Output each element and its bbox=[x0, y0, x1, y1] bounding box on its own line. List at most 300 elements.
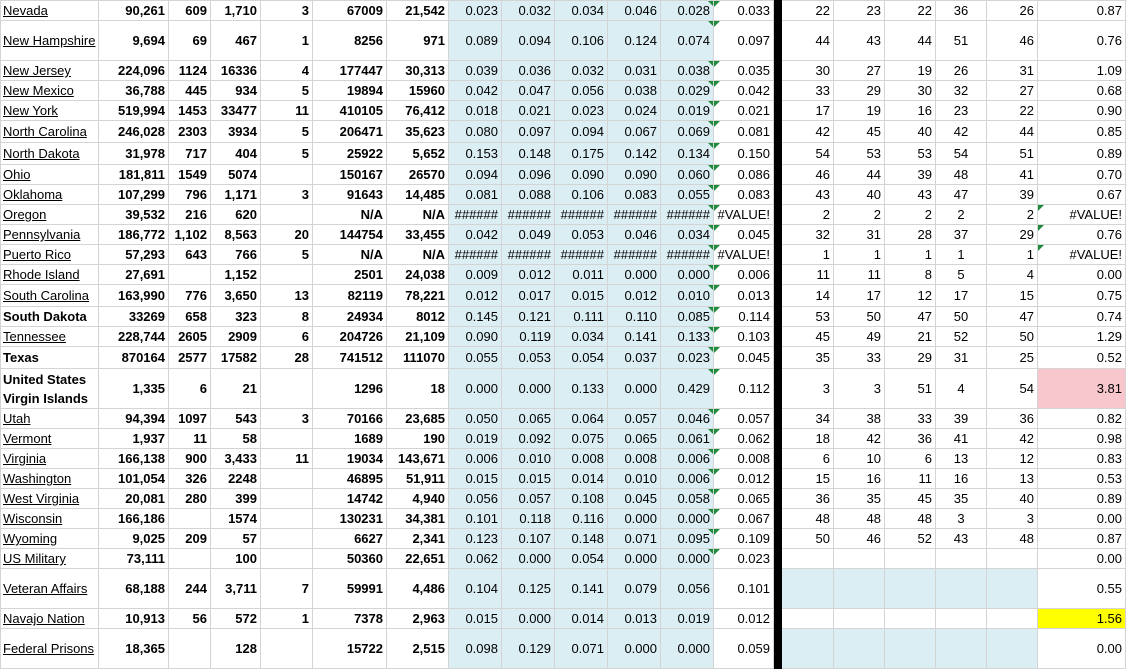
grid-cell[interactable]: 20,081 bbox=[99, 489, 169, 509]
grid-cell[interactable]: 0.000 bbox=[502, 609, 555, 629]
grid-cell[interactable]: 0.110 bbox=[608, 307, 661, 327]
grid-cell[interactable]: 68,188 bbox=[99, 569, 169, 609]
grid-cell[interactable]: 2248 bbox=[211, 469, 261, 489]
grid-cell[interactable]: 5 bbox=[261, 143, 313, 165]
grid-cell[interactable]: 3 bbox=[261, 185, 313, 205]
row-label-cell[interactable] bbox=[1, 609, 99, 629]
grid-cell[interactable]: 0.87 bbox=[1038, 1, 1126, 21]
grid-cell[interactable]: 0.029 bbox=[661, 81, 714, 101]
grid-cell[interactable]: #VALUE! bbox=[1038, 205, 1126, 225]
grid-cell[interactable]: 24,038 bbox=[387, 265, 449, 285]
grid-cell[interactable]: 1097 bbox=[169, 409, 211, 429]
grid-cell[interactable]: 0.034 bbox=[555, 327, 608, 347]
grid-cell[interactable]: 1 bbox=[261, 609, 313, 629]
grid-cell[interactable]: 216 bbox=[169, 205, 211, 225]
grid-cell[interactable]: 0.107 bbox=[502, 529, 555, 549]
grid-cell[interactable]: 186,772 bbox=[99, 225, 169, 245]
grid-cell[interactable]: 54 bbox=[782, 143, 834, 165]
grid-cell[interactable]: 0.76 bbox=[1038, 21, 1126, 61]
grid-cell[interactable]: 21 bbox=[211, 369, 261, 409]
grid-cell[interactable]: 23,685 bbox=[387, 409, 449, 429]
grid-cell[interactable]: 33477 bbox=[211, 101, 261, 121]
grid-cell[interactable]: 44 bbox=[987, 121, 1038, 143]
grid-cell[interactable]: 54 bbox=[936, 143, 987, 165]
grid-cell[interactable]: 39,532 bbox=[99, 205, 169, 225]
grid-cell[interactable]: 39 bbox=[987, 185, 1038, 205]
grid-cell[interactable]: 0.079 bbox=[608, 569, 661, 609]
grid-cell[interactable]: ###### bbox=[661, 205, 714, 225]
grid-cell[interactable]: 8256 bbox=[313, 21, 387, 61]
grid-cell[interactable]: 6 bbox=[261, 327, 313, 347]
grid-cell[interactable]: 0.53 bbox=[1038, 469, 1126, 489]
grid-cell[interactable]: 73,111 bbox=[99, 549, 169, 569]
grid-cell[interactable]: 1574 bbox=[211, 509, 261, 529]
grid-cell[interactable]: 28 bbox=[885, 225, 936, 245]
grid-cell[interactable] bbox=[936, 629, 987, 669]
grid-cell[interactable]: 0.74 bbox=[1038, 307, 1126, 327]
grid-cell[interactable]: 0.106 bbox=[555, 185, 608, 205]
grid-cell[interactable]: 0.111 bbox=[555, 307, 608, 327]
grid-cell[interactable]: 15 bbox=[987, 285, 1038, 307]
grid-cell[interactable]: 21,109 bbox=[387, 327, 449, 347]
grid-cell[interactable]: 20 bbox=[261, 225, 313, 245]
grid-cell[interactable]: 52 bbox=[885, 529, 936, 549]
grid-cell[interactable]: 280 bbox=[169, 489, 211, 509]
grid-cell[interactable]: 0.006 bbox=[449, 449, 502, 469]
grid-cell[interactable]: 0.053 bbox=[502, 347, 555, 369]
grid-cell[interactable]: 5074 bbox=[211, 165, 261, 185]
grid-cell[interactable]: 181,811 bbox=[99, 165, 169, 185]
grid-cell[interactable]: 0.015 bbox=[449, 469, 502, 489]
grid-cell[interactable]: 41 bbox=[987, 165, 1038, 185]
grid-cell[interactable]: 22 bbox=[885, 1, 936, 21]
grid-cell[interactable]: 0.75 bbox=[1038, 285, 1126, 307]
row-label-cell[interactable] bbox=[1, 61, 99, 81]
grid-cell[interactable]: 31 bbox=[987, 61, 1038, 81]
grid-cell[interactable]: 4 bbox=[936, 369, 987, 409]
grid-cell[interactable]: 21 bbox=[885, 327, 936, 347]
grid-cell[interactable]: 0.024 bbox=[608, 101, 661, 121]
grid-cell[interactable]: 5 bbox=[261, 81, 313, 101]
grid-cell[interactable]: 0.057 bbox=[502, 489, 555, 509]
grid-cell[interactable]: 130231 bbox=[313, 509, 387, 529]
grid-cell[interactable]: 25922 bbox=[313, 143, 387, 165]
grid-cell[interactable]: 8012 bbox=[387, 307, 449, 327]
grid-cell[interactable]: 0.081 bbox=[714, 121, 774, 143]
grid-cell[interactable]: 16 bbox=[936, 469, 987, 489]
grid-cell[interactable] bbox=[261, 265, 313, 285]
grid-cell[interactable]: 0.045 bbox=[714, 347, 774, 369]
grid-cell[interactable]: 0.012 bbox=[714, 609, 774, 629]
grid-cell[interactable]: 766 bbox=[211, 245, 261, 265]
grid-cell[interactable]: 0.000 bbox=[608, 629, 661, 669]
grid-cell[interactable]: 0.037 bbox=[608, 347, 661, 369]
grid-cell[interactable]: 467 bbox=[211, 21, 261, 61]
grid-cell[interactable]: 0.061 bbox=[661, 429, 714, 449]
grid-cell[interactable]: 47 bbox=[885, 307, 936, 327]
grid-cell[interactable]: 2501 bbox=[313, 265, 387, 285]
grid-cell[interactable] bbox=[782, 609, 834, 629]
grid-cell[interactable]: 1 bbox=[782, 245, 834, 265]
grid-cell[interactable]: 0.000 bbox=[449, 369, 502, 409]
grid-cell[interactable]: 1,171 bbox=[211, 185, 261, 205]
grid-cell[interactable]: 33,455 bbox=[387, 225, 449, 245]
grid-cell[interactable]: 0.058 bbox=[661, 489, 714, 509]
grid-cell[interactable]: N/A bbox=[313, 205, 387, 225]
grid-cell[interactable]: 19034 bbox=[313, 449, 387, 469]
grid-cell[interactable]: 36 bbox=[936, 1, 987, 21]
grid-cell[interactable]: 0.109 bbox=[714, 529, 774, 549]
grid-cell[interactable]: 30 bbox=[782, 61, 834, 81]
grid-cell[interactable]: 33 bbox=[885, 409, 936, 429]
grid-cell[interactable]: 0.088 bbox=[502, 185, 555, 205]
grid-cell[interactable]: 0.050 bbox=[449, 409, 502, 429]
grid-cell[interactable] bbox=[885, 569, 936, 609]
grid-cell[interactable]: 45 bbox=[885, 489, 936, 509]
grid-cell[interactable]: 33 bbox=[834, 347, 885, 369]
grid-cell[interactable]: 0.70 bbox=[1038, 165, 1126, 185]
grid-cell[interactable]: 0.006 bbox=[661, 449, 714, 469]
grid-cell[interactable]: 32 bbox=[936, 81, 987, 101]
grid-cell[interactable]: 543 bbox=[211, 409, 261, 429]
row-label-cell[interactable] bbox=[1, 21, 99, 61]
grid-cell[interactable]: 0.021 bbox=[502, 101, 555, 121]
grid-cell[interactable]: #VALUE! bbox=[714, 205, 774, 225]
grid-cell[interactable]: 0.023 bbox=[714, 549, 774, 569]
grid-cell[interactable]: 0.000 bbox=[502, 369, 555, 409]
grid-cell[interactable]: 0.062 bbox=[714, 429, 774, 449]
grid-cell[interactable]: 0.123 bbox=[449, 529, 502, 549]
grid-cell[interactable] bbox=[261, 489, 313, 509]
grid-cell[interactable]: 0.008 bbox=[555, 449, 608, 469]
row-label-cell[interactable] bbox=[1, 81, 99, 101]
grid-cell[interactable]: 0.012 bbox=[449, 285, 502, 307]
grid-cell[interactable]: 2,963 bbox=[387, 609, 449, 629]
grid-cell[interactable]: 3,711 bbox=[211, 569, 261, 609]
grid-cell[interactable]: 0.064 bbox=[555, 409, 608, 429]
grid-cell[interactable]: 244 bbox=[169, 569, 211, 609]
grid-cell[interactable]: 0.153 bbox=[449, 143, 502, 165]
grid-cell[interactable]: 0.059 bbox=[714, 629, 774, 669]
grid-cell[interactable] bbox=[261, 549, 313, 569]
grid-cell[interactable]: 23 bbox=[834, 1, 885, 21]
grid-cell[interactable]: 445 bbox=[169, 81, 211, 101]
grid-cell[interactable]: 609 bbox=[169, 1, 211, 21]
grid-cell[interactable]: 0.012 bbox=[714, 469, 774, 489]
row-label-cell[interactable] bbox=[1, 489, 99, 509]
grid-cell[interactable]: 0.134 bbox=[661, 143, 714, 165]
grid-cell[interactable]: 0.090 bbox=[608, 165, 661, 185]
grid-cell[interactable]: 0.019 bbox=[661, 609, 714, 629]
row-label-cell[interactable] bbox=[1, 469, 99, 489]
grid-cell[interactable]: 15722 bbox=[313, 629, 387, 669]
grid-cell[interactable]: 0.014 bbox=[555, 469, 608, 489]
grid-cell[interactable]: 6 bbox=[782, 449, 834, 469]
grid-cell[interactable]: 35,623 bbox=[387, 121, 449, 143]
grid-cell[interactable]: 1,710 bbox=[211, 1, 261, 21]
grid-cell[interactable]: 0.133 bbox=[661, 327, 714, 347]
row-label-cell[interactable] bbox=[1, 369, 99, 409]
grid-cell[interactable]: 5 bbox=[261, 121, 313, 143]
grid-cell[interactable]: 0.069 bbox=[661, 121, 714, 143]
grid-cell[interactable]: 0.023 bbox=[555, 101, 608, 121]
grid-cell[interactable]: 42 bbox=[936, 121, 987, 143]
grid-cell[interactable]: 0.036 bbox=[502, 61, 555, 81]
grid-cell[interactable]: 0.083 bbox=[714, 185, 774, 205]
grid-cell[interactable]: 0.018 bbox=[449, 101, 502, 121]
grid-cell[interactable]: 0.103 bbox=[714, 327, 774, 347]
grid-cell[interactable]: 48 bbox=[834, 509, 885, 529]
grid-cell[interactable] bbox=[834, 629, 885, 669]
grid-cell[interactable] bbox=[834, 549, 885, 569]
grid-cell[interactable]: 3,650 bbox=[211, 285, 261, 307]
grid-cell[interactable]: 53 bbox=[834, 143, 885, 165]
grid-cell[interactable]: 50 bbox=[936, 307, 987, 327]
grid-cell[interactable]: 22,651 bbox=[387, 549, 449, 569]
grid-cell[interactable]: 26570 bbox=[387, 165, 449, 185]
grid-cell[interactable]: 0.012 bbox=[502, 265, 555, 285]
grid-cell[interactable]: 39 bbox=[936, 409, 987, 429]
grid-cell[interactable]: 13 bbox=[987, 469, 1038, 489]
grid-cell[interactable]: 0.096 bbox=[502, 165, 555, 185]
grid-cell[interactable]: 144754 bbox=[313, 225, 387, 245]
grid-cell[interactable]: ###### bbox=[502, 205, 555, 225]
grid-cell[interactable]: 50 bbox=[782, 529, 834, 549]
grid-cell[interactable]: 2 bbox=[782, 205, 834, 225]
grid-cell[interactable] bbox=[834, 569, 885, 609]
grid-cell[interactable]: 0.045 bbox=[714, 225, 774, 245]
grid-cell[interactable]: 0.00 bbox=[1038, 509, 1126, 529]
grid-cell[interactable]: 3 bbox=[936, 509, 987, 529]
grid-cell[interactable]: 0.010 bbox=[502, 449, 555, 469]
grid-cell[interactable]: 326 bbox=[169, 469, 211, 489]
grid-cell[interactable]: 0.042 bbox=[714, 81, 774, 101]
grid-cell[interactable]: 59991 bbox=[313, 569, 387, 609]
grid-cell[interactable]: 0.67 bbox=[1038, 185, 1126, 205]
grid-cell[interactable]: 0.124 bbox=[608, 21, 661, 61]
grid-cell[interactable]: 0.148 bbox=[502, 143, 555, 165]
grid-cell[interactable]: 0.013 bbox=[714, 285, 774, 307]
grid-cell[interactable]: 11 bbox=[261, 449, 313, 469]
grid-cell[interactable]: 1 bbox=[261, 21, 313, 61]
grid-cell[interactable]: 3 bbox=[987, 509, 1038, 529]
grid-cell[interactable]: 34 bbox=[782, 409, 834, 429]
grid-cell[interactable]: 18 bbox=[387, 369, 449, 409]
grid-cell[interactable]: 3,433 bbox=[211, 449, 261, 469]
grid-cell[interactable]: 0.039 bbox=[449, 61, 502, 81]
grid-cell[interactable]: 41 bbox=[936, 429, 987, 449]
grid-cell[interactable]: 0.000 bbox=[608, 369, 661, 409]
grid-cell[interactable] bbox=[936, 549, 987, 569]
grid-cell[interactable]: 0.90 bbox=[1038, 101, 1126, 121]
grid-cell[interactable]: N/A bbox=[387, 245, 449, 265]
grid-cell[interactable]: 0.009 bbox=[449, 265, 502, 285]
grid-cell[interactable]: 48 bbox=[936, 165, 987, 185]
grid-cell[interactable]: 0.008 bbox=[714, 449, 774, 469]
grid-cell[interactable]: 0.106 bbox=[555, 21, 608, 61]
grid-cell[interactable]: 2 bbox=[987, 205, 1038, 225]
grid-cell[interactable]: 1549 bbox=[169, 165, 211, 185]
grid-cell[interactable]: 228,744 bbox=[99, 327, 169, 347]
grid-cell[interactable]: 43 bbox=[936, 529, 987, 549]
grid-cell[interactable]: 16 bbox=[885, 101, 936, 121]
grid-cell[interactable]: 0.089 bbox=[449, 21, 502, 61]
grid-cell[interactable]: #VALUE! bbox=[1038, 245, 1126, 265]
grid-cell[interactable]: 0.000 bbox=[608, 509, 661, 529]
grid-cell[interactable]: 1 bbox=[987, 245, 1038, 265]
grid-cell[interactable]: 0.000 bbox=[661, 509, 714, 529]
grid-cell[interactable]: 0.429 bbox=[661, 369, 714, 409]
grid-cell[interactable]: 190 bbox=[387, 429, 449, 449]
grid-cell[interactable]: 410105 bbox=[313, 101, 387, 121]
grid-cell[interactable]: 0.060 bbox=[661, 165, 714, 185]
grid-cell[interactable]: 47 bbox=[987, 307, 1038, 327]
row-label-cell[interactable] bbox=[1, 449, 99, 469]
grid-cell[interactable]: 1,102 bbox=[169, 225, 211, 245]
grid-cell[interactable]: 0.057 bbox=[608, 409, 661, 429]
grid-cell[interactable]: 22 bbox=[782, 1, 834, 21]
grid-cell[interactable]: 29 bbox=[987, 225, 1038, 245]
row-label-cell[interactable] bbox=[1, 347, 99, 369]
grid-cell[interactable]: 0.76 bbox=[1038, 225, 1126, 245]
grid-cell[interactable]: 14 bbox=[782, 285, 834, 307]
row-label-cell[interactable] bbox=[1, 1, 99, 21]
grid-cell[interactable]: 0.046 bbox=[661, 409, 714, 429]
grid-cell[interactable]: 0.006 bbox=[661, 469, 714, 489]
grid-cell[interactable]: 0.031 bbox=[608, 61, 661, 81]
grid-cell[interactable]: 0.119 bbox=[502, 327, 555, 347]
grid-cell[interactable]: 3934 bbox=[211, 121, 261, 143]
grid-cell[interactable]: 0.042 bbox=[449, 81, 502, 101]
grid-cell[interactable]: 2303 bbox=[169, 121, 211, 143]
grid-cell[interactable] bbox=[782, 569, 834, 609]
grid-cell[interactable]: 46 bbox=[834, 529, 885, 549]
grid-cell[interactable]: 658 bbox=[169, 307, 211, 327]
grid-cell[interactable]: 48 bbox=[782, 509, 834, 529]
grid-cell[interactable]: 46 bbox=[987, 21, 1038, 61]
grid-cell[interactable] bbox=[885, 609, 936, 629]
grid-cell[interactable]: 0.150 bbox=[714, 143, 774, 165]
grid-cell[interactable]: 12 bbox=[885, 285, 936, 307]
grid-cell[interactable]: 0.89 bbox=[1038, 143, 1126, 165]
grid-cell[interactable]: ###### bbox=[608, 205, 661, 225]
grid-cell[interactable]: 14742 bbox=[313, 489, 387, 509]
grid-cell[interactable]: 6627 bbox=[313, 529, 387, 549]
grid-cell[interactable]: 0.045 bbox=[608, 489, 661, 509]
grid-cell[interactable]: 0.095 bbox=[661, 529, 714, 549]
grid-cell[interactable]: 6 bbox=[169, 369, 211, 409]
grid-cell[interactable]: 0.038 bbox=[661, 61, 714, 81]
grid-cell[interactable]: 30 bbox=[885, 81, 936, 101]
grid-cell[interactable]: 1 bbox=[936, 245, 987, 265]
grid-cell[interactable]: 0.82 bbox=[1038, 409, 1126, 429]
grid-cell[interactable]: 0.010 bbox=[661, 285, 714, 307]
grid-cell[interactable]: 0.056 bbox=[555, 81, 608, 101]
grid-cell[interactable]: 2 bbox=[936, 205, 987, 225]
grid-cell[interactable]: 33269 bbox=[99, 307, 169, 327]
grid-cell[interactable]: 163,990 bbox=[99, 285, 169, 307]
grid-cell[interactable]: 0.081 bbox=[449, 185, 502, 205]
grid-cell[interactable]: 0.000 bbox=[661, 549, 714, 569]
grid-cell[interactable]: 69 bbox=[169, 21, 211, 61]
grid-cell[interactable]: 22 bbox=[987, 101, 1038, 121]
grid-cell[interactable]: 0.019 bbox=[661, 101, 714, 121]
grid-cell[interactable]: 34,381 bbox=[387, 509, 449, 529]
grid-cell[interactable]: 0.121 bbox=[502, 307, 555, 327]
grid-cell[interactable]: 0.129 bbox=[502, 629, 555, 669]
grid-cell[interactable] bbox=[987, 609, 1038, 629]
grid-cell[interactable]: 0.013 bbox=[608, 609, 661, 629]
grid-cell[interactable]: 0.055 bbox=[661, 185, 714, 205]
grid-cell[interactable]: 38 bbox=[834, 409, 885, 429]
grid-cell[interactable]: 0.108 bbox=[555, 489, 608, 509]
grid-cell[interactable]: 643 bbox=[169, 245, 211, 265]
grid-cell[interactable]: 0.075 bbox=[555, 429, 608, 449]
grid-cell[interactable]: 1296 bbox=[313, 369, 387, 409]
grid-cell[interactable]: 0.033 bbox=[714, 1, 774, 21]
grid-cell[interactable]: 796 bbox=[169, 185, 211, 205]
grid-cell[interactable]: 9,694 bbox=[99, 21, 169, 61]
row-label-cell[interactable] bbox=[1, 101, 99, 121]
grid-cell[interactable]: 2909 bbox=[211, 327, 261, 347]
grid-cell[interactable]: 78,221 bbox=[387, 285, 449, 307]
grid-cell[interactable]: 0.000 bbox=[608, 265, 661, 285]
grid-cell[interactable]: 3 bbox=[261, 409, 313, 429]
row-label-cell[interactable] bbox=[1, 509, 99, 529]
grid-cell[interactable]: 0.101 bbox=[449, 509, 502, 529]
grid-cell[interactable]: ###### bbox=[555, 245, 608, 265]
grid-cell[interactable]: 46895 bbox=[313, 469, 387, 489]
row-label-cell[interactable] bbox=[1, 429, 99, 449]
grid-cell[interactable] bbox=[169, 509, 211, 529]
grid-cell[interactable]: 0.038 bbox=[608, 81, 661, 101]
grid-cell[interactable]: 53 bbox=[782, 307, 834, 327]
grid-cell[interactable]: 0.011 bbox=[555, 265, 608, 285]
grid-cell[interactable]: 51 bbox=[936, 21, 987, 61]
grid-cell[interactable] bbox=[261, 629, 313, 669]
grid-cell[interactable]: 19 bbox=[834, 101, 885, 121]
grid-cell[interactable]: 0.015 bbox=[449, 609, 502, 629]
row-label-cell[interactable] bbox=[1, 245, 99, 265]
grid-cell[interactable]: 0.87 bbox=[1038, 529, 1126, 549]
grid-cell[interactable]: 14,485 bbox=[387, 185, 449, 205]
grid-cell[interactable] bbox=[987, 569, 1038, 609]
grid-cell[interactable]: 11 bbox=[834, 265, 885, 285]
grid-cell[interactable]: 29 bbox=[885, 347, 936, 369]
grid-cell[interactable]: 166,186 bbox=[99, 509, 169, 529]
grid-cell[interactable]: 0.112 bbox=[714, 369, 774, 409]
grid-cell[interactable]: 150167 bbox=[313, 165, 387, 185]
grid-cell[interactable]: 0.125 bbox=[502, 569, 555, 609]
grid-cell[interactable]: 0.104 bbox=[449, 569, 502, 609]
grid-cell[interactable]: 206471 bbox=[313, 121, 387, 143]
grid-cell[interactable]: 6 bbox=[885, 449, 936, 469]
grid-cell[interactable]: 0.055 bbox=[449, 347, 502, 369]
grid-cell[interactable]: 4 bbox=[261, 61, 313, 81]
grid-cell[interactable]: 0.057 bbox=[714, 409, 774, 429]
row-label-cell[interactable] bbox=[1, 409, 99, 429]
grid-cell[interactable]: 776 bbox=[169, 285, 211, 307]
grid-cell[interactable] bbox=[261, 165, 313, 185]
grid-cell[interactable]: 0.056 bbox=[449, 489, 502, 509]
grid-cell[interactable]: 35 bbox=[782, 347, 834, 369]
grid-cell[interactable]: 57,293 bbox=[99, 245, 169, 265]
grid-cell[interactable]: 51,911 bbox=[387, 469, 449, 489]
grid-cell[interactable]: 29 bbox=[834, 81, 885, 101]
grid-cell[interactable]: 13 bbox=[261, 285, 313, 307]
row-label-cell[interactable] bbox=[1, 549, 99, 569]
grid-cell[interactable]: 91643 bbox=[313, 185, 387, 205]
